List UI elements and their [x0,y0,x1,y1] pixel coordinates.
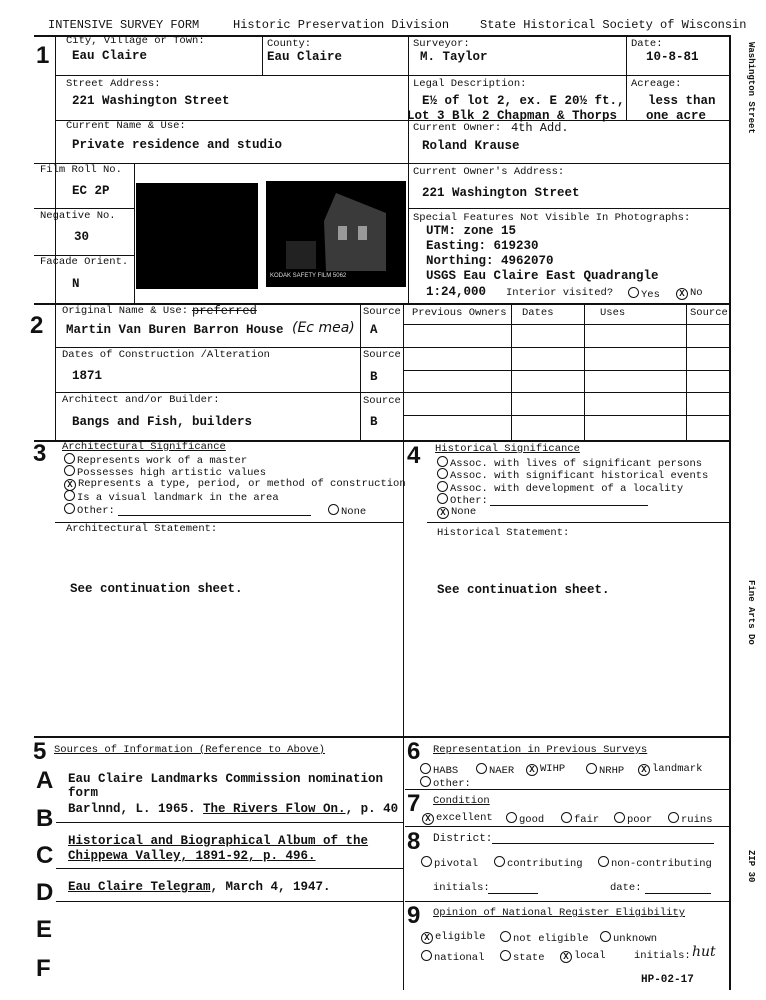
section-8-number: 8 [407,828,421,855]
owner-address-label: Current Owner's Address: [413,166,565,178]
architect-value: Bangs and Fish, builders [72,415,253,429]
owner-value: Roland Krause [422,139,520,153]
legal-line-2: Lot 3 Blk 2 Chapman & Thorps [407,109,618,123]
radio-icon [506,812,517,823]
level-state[interactable]: state [500,950,545,964]
radio-icon [500,931,511,942]
radio-icon [420,776,431,787]
photo-1 [136,183,258,289]
legal-line-1: E½ of lot 2, ex. E 20½ ft., [422,94,625,108]
owner-address-value: 221 Washington Street [422,186,580,200]
sec2-rule-1 [55,347,730,348]
source-label-3: Source [363,395,401,407]
current-name-label: Current Name & Use: [66,120,186,132]
source-letter-c: C [36,842,54,869]
arch-statement-label: Architectural Statement: [66,523,218,535]
survey-option-nrhp[interactable]: NRHP [586,763,624,777]
special-features-label: Special Features Not Visible In Photographs: [413,212,691,224]
arch-other-line [118,515,311,516]
rule-film [34,208,134,209]
film-label: Film Roll No. [40,164,122,176]
acreage-label: Acreage: [631,78,682,90]
arch-option-4[interactable]: Is a visual landmark in the area [64,490,279,504]
radio-yes-icon [628,287,639,298]
source-c-line-1: Historical and Biographical Album of the [68,834,369,848]
margin-note-street: Washington Street [746,42,756,134]
section-1-number: 1 [36,42,50,69]
society-title: State Historical Society of Wisconsin [480,18,747,32]
surveyor-value: M. Taylor [420,50,488,64]
yes-label: Yes [641,289,660,301]
section-9-number: 9 [407,902,421,929]
negative-value: 30 [74,230,90,244]
margin-note-zip: ZIP 30 [746,850,756,883]
source-rule-2 [56,868,403,869]
surveyor-label: Surveyor: [413,38,470,50]
radio-icon [64,453,75,464]
survey-option-wihp[interactable]: X WIHP [526,763,565,776]
eligibility-eligible[interactable]: X eligible [421,931,485,944]
source-letter-d: D [36,879,54,906]
date-value: 10-8-81 [646,50,699,64]
hist-option-other[interactable]: Other: [437,493,488,507]
radio-icon [614,812,625,823]
rule-4 [408,208,730,209]
source-label-2: Source [363,349,401,361]
original-name-label: Original Name & Use: [62,305,189,317]
utm-value: UTM: zone 15 [426,224,517,238]
survey-option-other[interactable]: other: [420,776,471,790]
scale-value: 1:24,000 [426,285,487,299]
source-a-line-1: Eau Claire Landmarks Commission nomination [68,772,384,786]
sec8-bottom-rule [405,901,730,902]
condition-ruins[interactable]: ruins [668,812,713,826]
radio-checked-icon: X [421,932,433,944]
condition-title: Condition [433,795,490,807]
arch-option-none[interactable]: None [328,504,366,518]
source-letter-a: A [36,767,54,794]
division-title: Historic Preservation Division [233,18,450,32]
radio-icon [328,504,339,515]
film-value: EC 2P [72,184,110,198]
district-initials-line[interactable] [488,893,538,894]
city-label: City, Village or Town: [66,35,205,47]
source-label-1: Source [363,306,401,318]
section-7-number: 7 [407,790,421,817]
dates-value: 1871 [72,369,103,383]
radio-no-checked-icon: X [676,288,688,300]
arch-option-3[interactable]: X Represents a type, period, or method of construction [64,478,406,491]
radio-checked-icon: X [560,951,572,963]
eligibility-initials-value: hut [692,944,716,960]
sep-city-county [262,35,263,75]
city-value: Eau Claire [72,49,148,63]
county-label: County: [267,38,312,50]
radio-checked-icon: X [526,764,538,776]
hist-statement-label: Historical Statement: [437,527,570,539]
eligibility-title: Opinion of National Register Eligibility [433,907,686,919]
level-local[interactable]: X local [560,950,606,963]
source-c-line-2: Chippewa Valley, 1891-92, p. 496. [68,849,316,863]
radio-icon [437,493,448,504]
interior-label: Interior visited? [506,287,614,299]
source-b: Barlnnd, L. 1965. The Rivers Flow On., p. 40 [68,802,399,816]
section-6-number: 6 [407,738,421,765]
condition-excellent[interactable]: X excellent [422,812,493,825]
source-a-line-2: form [68,786,99,800]
owner-addition: 4th Add. [511,121,569,135]
prev-dates-header: Dates [522,307,554,319]
level-national[interactable]: national [421,950,484,964]
source-value-1: A [370,323,378,337]
condition-fair[interactable]: fair [561,812,599,826]
rule-3 [34,163,730,164]
interior-yes-option[interactable] [628,287,660,301]
legal-label: Legal Description: [413,78,527,90]
prev-source-header: Source [690,307,728,319]
radio-icon [420,763,431,774]
radio-icon [421,950,432,961]
rule-1 [55,75,730,76]
dates-label: Dates of Construction /Alteration [62,349,270,361]
survey-option-naer[interactable]: NAER [476,763,514,777]
survey-option-landmark[interactable]: X landmark [638,763,702,776]
no-label: No [690,287,703,299]
radio-icon [598,856,609,867]
radio-icon [421,856,432,867]
street-value: 221 Washington Street [72,94,230,108]
district-date-label: date: [610,882,642,894]
arch-option-other[interactable]: Other: [64,503,115,517]
county-value: Eau Claire [267,50,343,64]
district-pivotal[interactable]: pivotal [421,856,478,870]
section-4-number: 4 [407,442,421,469]
arch-option-1[interactable]: Represents work of a master [64,453,247,467]
district-initials-label: initials: [433,882,490,894]
date-label: Date: [631,38,663,50]
frame-right [729,35,731,990]
source-letter-b: B [36,805,54,832]
street-label: Street Address: [66,78,161,90]
easting-value: Easting: 619230 [426,239,539,253]
usgs-value: USGS Eau Claire East Quadrangle [426,269,659,283]
arch-significance-title: Architectural Significance [62,441,226,453]
photo-2 [266,181,406,287]
acreage-line-1: less than [648,94,716,108]
prev-uses-header: Uses [600,307,626,319]
radio-checked-icon: X [638,764,650,776]
radio-icon [437,456,448,467]
photo-caption: KODAK SAFETY FILM 5062 [270,273,347,279]
original-name-value: Martin Van Buren Barron House [66,323,284,337]
sec4-statement-rule [427,522,730,523]
sec2-source-rule [360,303,361,440]
district-contributing[interactable]: contributing [494,856,583,870]
sec2-left-rule [55,303,56,440]
sep-legal-acreage [626,75,627,120]
radio-checked-icon: X [64,479,76,491]
sec7-bottom-rule [405,826,730,827]
form-title: INTENSIVE SURVEY FORM [48,18,200,32]
source-d: Eau Claire Telegram, March 4, 1947. [68,880,331,894]
radio-icon [437,481,448,492]
acreage-line-2: one acre [646,109,707,123]
radio-icon [668,812,679,823]
negative-label: Negative No. [40,210,116,222]
radio-icon [494,856,505,867]
original-name-note: preferred [192,304,257,318]
hist-option-1[interactable]: Assoc. with lives of significant persons [437,456,702,470]
sep-photo-left [134,163,135,303]
section-2-number: 2 [30,312,44,339]
district-non-contributing[interactable]: non-contributing [598,856,712,870]
condition-poor[interactable]: poor [614,812,652,826]
radio-icon [437,468,448,479]
hist-option-3[interactable]: Assoc. with development of a locality [437,481,683,495]
radio-checked-icon: X [422,813,434,825]
source-rule-1 [56,822,403,823]
architect-label: Architect and/or Builder: [62,394,220,406]
surveys-title: Representation in Previous Surveys [433,744,648,756]
hist-option-2[interactable]: Assoc. with significant historical events [437,468,708,482]
handwritten-note: (Ec mea) [292,320,355,336]
source-value-3: B [370,415,378,429]
prev-header-rule [403,324,730,325]
radio-icon [600,931,611,942]
prev-row-rule-1 [403,370,730,371]
district-date-line[interactable] [645,893,711,894]
sources-title: Sources of Information (Reference to Above) [54,744,325,756]
facade-label: Facade Orient. [40,256,129,268]
eligibility-unknown[interactable]: unknown [600,931,657,945]
hist-other-line [490,505,648,506]
interior-no-option[interactable] [676,287,703,300]
condition-good[interactable]: good [506,812,544,826]
margin-note-fine-arts: Fine Arts Do [746,580,756,645]
radio-icon [64,503,75,514]
eligibility-not-eligible[interactable]: not eligible [500,931,589,945]
district-label: District: [433,833,493,845]
radio-icon [586,763,597,774]
arch-statement-value: See continuation sheet. [70,582,243,596]
sec5-mid-rule [403,736,404,990]
current-name-value: Private residence and studio [72,138,283,152]
district-line[interactable] [492,843,714,844]
section-5-number: 5 [33,738,47,765]
hist-statement-value: See continuation sheet. [437,583,610,597]
prev-row-rule-2 [403,415,730,416]
radio-icon [561,812,572,823]
sec6-bottom-rule [405,789,730,790]
radio-icon [476,763,487,774]
eligibility-initials-label: initials: [634,950,691,962]
northing-value: Northing: 4962070 [426,254,554,268]
sep-surveyor-date [626,35,627,75]
source-letter-e: E [36,916,53,943]
radio-icon [500,950,511,961]
form-code: HP-02-17 [641,974,694,986]
owner-label: Current Owner: [413,122,502,134]
source-rule-3 [56,901,403,902]
radio-icon [64,465,75,476]
arch-option-2[interactable]: Possesses high artistic values [64,465,266,479]
source-letter-f: F [36,955,51,982]
radio-checked-icon: X [437,507,449,519]
source-value-2: B [370,370,378,384]
facade-value: N [72,277,80,291]
sec2-rule-2 [55,392,730,393]
hist-significance-title: Historical Significance [435,443,580,455]
sec5-top-rule [34,736,731,738]
hist-option-none[interactable]: X None [437,506,476,519]
prev-owners-header: Previous Owners [412,307,507,319]
section-3-number: 3 [33,440,47,467]
radio-icon [64,490,75,501]
survey-option-habs[interactable]: HABS [420,763,458,777]
